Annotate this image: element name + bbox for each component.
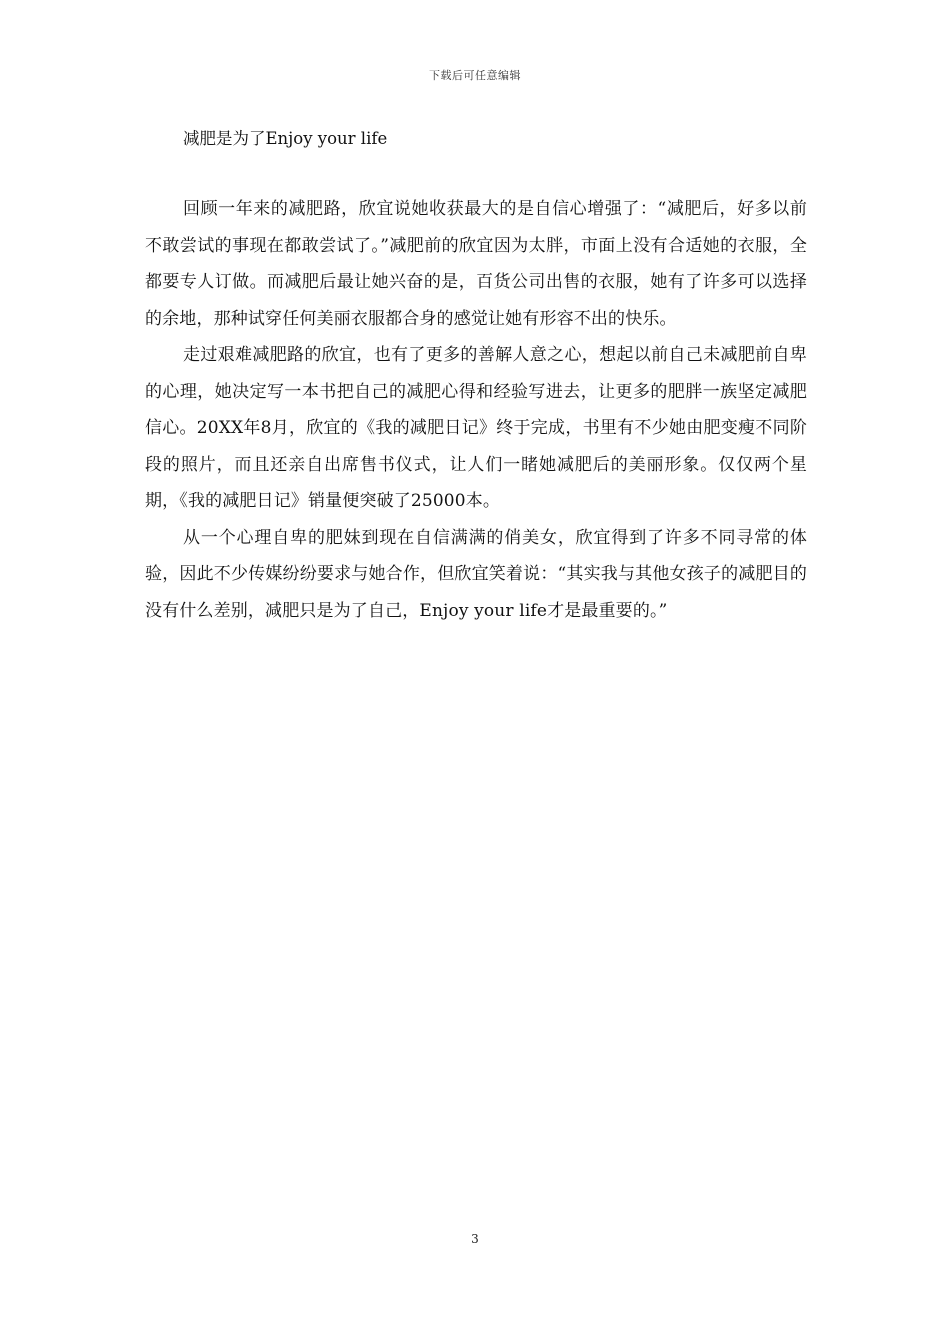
section-subtitle: 减肥是为了Enjoy your life [183, 129, 388, 148]
spacer [145, 154, 807, 191]
paragraph-1: 回顾一年来的减肥路，欣宜说她收获最大的是自信心增强了：“减肥后，好多以前不敢尝试的事现在都敢尝试了。”减肥前的欣宜因为太胖，市面上没有合适她的衣服，全都要专人订做。而减肥后最让她兴奋的是，百货公司出售的衣服，她有了许多可以选择的余地，那种试穿任何美丽衣服都合身的感觉让她有形容不出的快乐。 [145, 199, 807, 329]
header-note: 下载后可任意编辑 [429, 69, 521, 82]
article-body [145, 124, 807, 629]
page-number: 3 [471, 1232, 479, 1246]
paragraph-3: 从一个心理自卑的肥妹到现在自信满满的俏美女，欣宜得到了许多不同寻常的体验，因此不少传媒纷纷要求与她合作，但欣宜笑着说：“其实我与其他女孩子的减肥目的没有什么差别，减肥只是为了自己，Enjoy your life才是最重要的。” [145, 527, 807, 621]
paragraph-2: 走过艰难减肥路的欣宜，也有了更多的善解人意之心，想起以前自己未减肥前自卑的心理，她决定写一本书把自己的减肥心得和经验写进去，让更多的肥胖一族坚定减肥信心。20XX年8月，欣宜的《我的减肥日记》终于完成，书里有不少她由肥变瘦不同阶段的照片，而且还亲自出席售书仪式，让人们一睹她减肥后的美丽形象。仅仅两个星期，《我的减肥日记》销量便突破了25000本。 [145, 345, 807, 511]
